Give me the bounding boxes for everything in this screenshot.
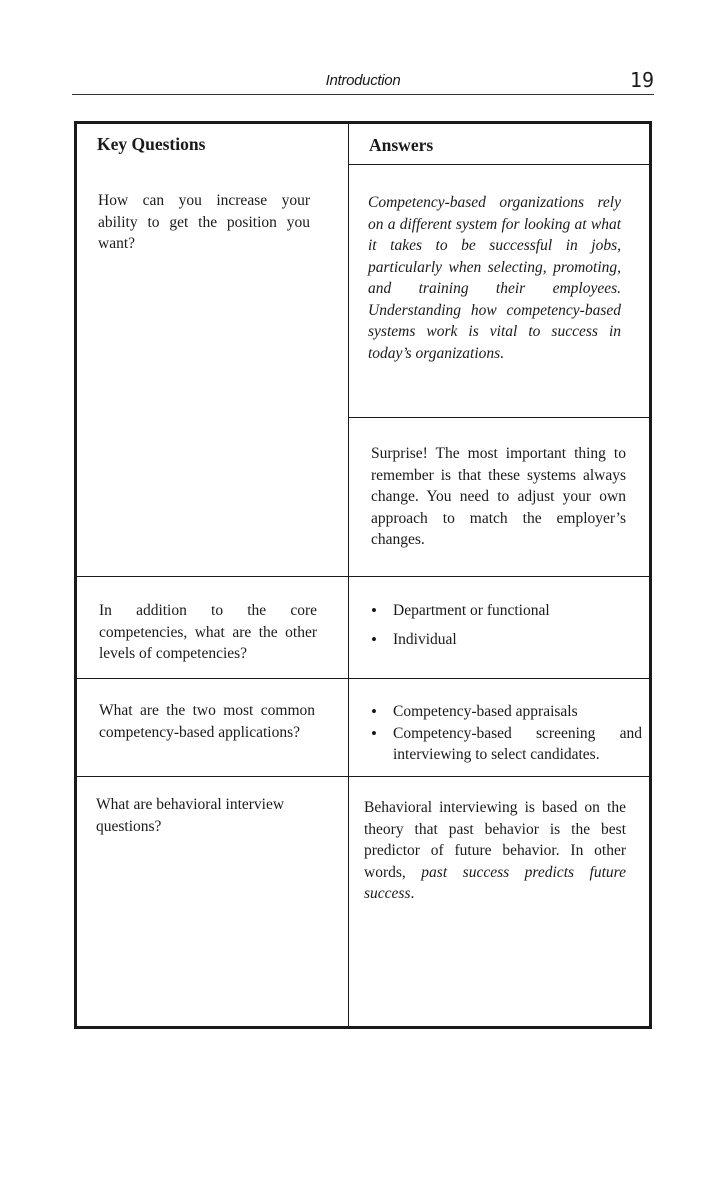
header-divider xyxy=(348,164,649,165)
question-cell xyxy=(98,190,310,255)
row-divider xyxy=(77,576,649,577)
bullet-item: • Competency-based screening and interviewing to select candidates. xyxy=(368,723,642,766)
row-divider xyxy=(77,776,649,777)
answer-cell xyxy=(364,797,626,905)
column-divider xyxy=(348,124,349,1026)
answer-note-cell xyxy=(371,443,626,551)
question-text: What are behavioral interview questions? xyxy=(96,796,285,835)
bullet-item: • Individual xyxy=(368,629,638,651)
question-cell xyxy=(96,794,318,837)
question-cell xyxy=(99,700,315,743)
question-text: In addition to the core competencies, what are the other levels of competencies? xyxy=(99,602,317,662)
bullet-item: • Department or functional xyxy=(368,600,638,622)
answer-end-punctuation: . xyxy=(410,885,415,902)
answer-text xyxy=(364,797,626,905)
row-divider xyxy=(77,678,649,679)
question-cell xyxy=(99,600,317,665)
running-head xyxy=(72,70,654,95)
answer-cell xyxy=(368,192,621,364)
header-answers: Answers xyxy=(369,135,434,155)
answer-text: Competency-based organizations rely on a different system for looking at what it takes to be successful in jobs, particularly when selecting, promoting, and training their employees. Understanding how competency-based systems work is vital to success in today’s organizations. xyxy=(368,194,621,362)
question-text: How can you increase your ability to get the position you want? xyxy=(98,192,310,252)
bullet-list xyxy=(368,701,642,766)
answer-note-text: Surprise! The most important thing to remember is that these systems always change. You need to adjust your own approach to match the employer’s changes. xyxy=(371,445,626,548)
page-number: 19 xyxy=(629,68,654,92)
answer-split-divider xyxy=(348,417,649,418)
answer-emphasis: past success predicts future success xyxy=(364,863,627,902)
section-title: Introduction xyxy=(325,72,401,89)
answer-cell xyxy=(368,701,642,766)
bullet-list xyxy=(368,600,638,650)
bullet-item: • Competency-based appraisals xyxy=(368,701,642,723)
key-questions-table xyxy=(74,121,652,1029)
answer-cell xyxy=(368,600,638,650)
answer-text-plain: Behavioral interviewing is based on the theory that past behavior is the best predictor of future behavior. In other words, xyxy=(364,799,626,881)
header-key-questions: Key Questions xyxy=(97,134,206,154)
question-text: What are the two most common competency-based applications? xyxy=(99,702,315,741)
